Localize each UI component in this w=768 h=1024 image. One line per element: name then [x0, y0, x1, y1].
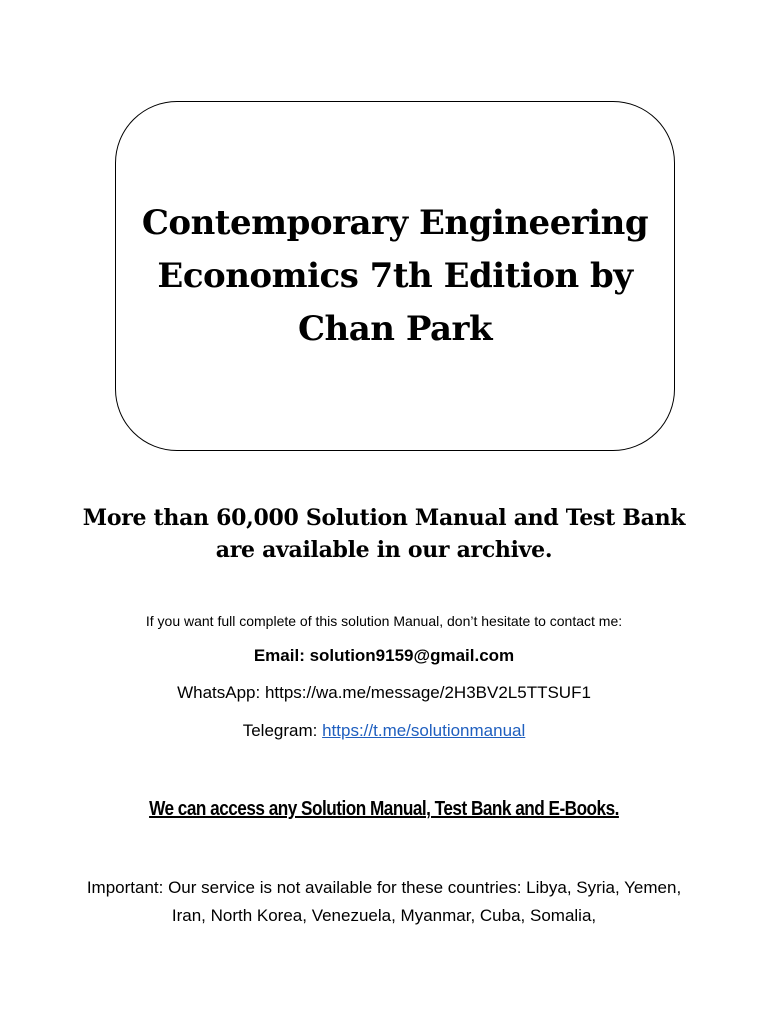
document-title: Contemporary Engineering Economics 7th Edition by Chan Park: [141, 202, 649, 349]
archive-headline: More than 60,000 Solution Manual and Test Bank are available in our archive.: [82, 505, 686, 563]
email-line: Email: solution9159@gmail.com: [253, 646, 515, 665]
telegram-link[interactable]: https://t.me/solutionmanual: [322, 721, 526, 740]
title-box: [115, 101, 675, 451]
telegram-label: Telegram:: [242, 721, 323, 740]
telegram-line: [0, 719, 768, 743]
contact-intro: If you want full complete of this solution Manual, don’t hesitate to contact me:: [145, 613, 623, 629]
whatsapp-line: WhatsApp: https://wa.me/message/2H3BV2L5TTSUF1: [177, 683, 591, 702]
important-notice: Important: Our service is not available for these countries: Libya, Syria, Yemen, Iran, North Korea, Venezuela, Myanmar, Cuba, Somalia,: [86, 878, 682, 925]
access-statement: We can access any Solution Manual, Test Bank and E-Books.: [149, 798, 619, 820]
